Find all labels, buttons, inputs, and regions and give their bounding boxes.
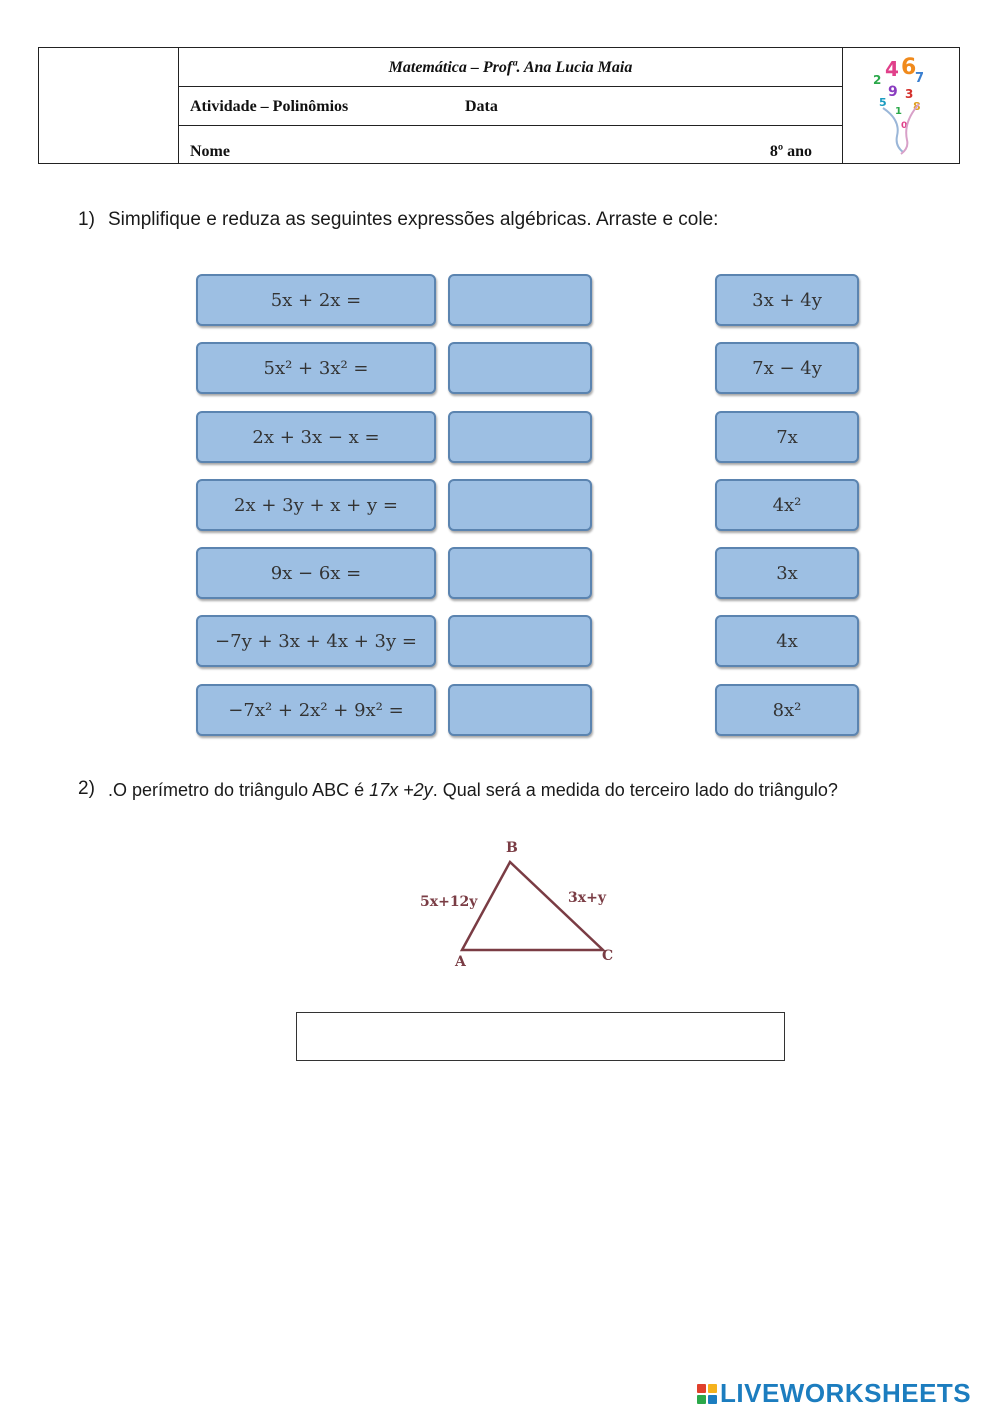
- question-2-number: 2): [78, 778, 95, 799]
- date-label: Data: [465, 98, 498, 115]
- liveworksheets-brand: [697, 1378, 971, 1409]
- answer-chip[interactable]: 7x − 4y: [715, 342, 859, 394]
- expression-card: −7y + 3x + 4x + 3y =: [196, 615, 436, 667]
- name-label: Nome: [190, 143, 230, 160]
- question-1-text: Simplifique e reduza as seguintes expressões algébricas. Arraste e cole:: [108, 209, 719, 230]
- drop-target[interactable]: [448, 342, 592, 394]
- svg-text:8: 8: [913, 100, 921, 113]
- answer-chip[interactable]: 3x + 4y: [715, 274, 859, 326]
- svg-text:9: 9: [888, 84, 898, 100]
- svg-text:0: 0: [901, 121, 908, 131]
- vertex-c-label: C: [602, 948, 614, 964]
- expression-card: 5x + 2x =: [196, 274, 436, 326]
- svg-text:7: 7: [915, 71, 925, 86]
- drop-target[interactable]: [448, 411, 592, 463]
- drop-target[interactable]: [448, 615, 592, 667]
- drop-target[interactable]: [448, 684, 592, 736]
- svg-text:6: 6: [901, 55, 917, 80]
- drop-target[interactable]: [448, 274, 592, 326]
- svg-text:5: 5: [879, 96, 887, 109]
- expression-card: 9x − 6x =: [196, 547, 436, 599]
- svg-text:4: 4: [885, 57, 899, 81]
- question-2-text-end: . Qual será a medida do terceiro lado do triângulo?: [432, 780, 838, 800]
- liveworksheets-logo-icon: [697, 1384, 717, 1404]
- question-2-perimeter: 17x +2y: [369, 780, 433, 800]
- answer-chip[interactable]: 4x: [715, 615, 859, 667]
- svg-text:2: 2: [873, 73, 882, 87]
- side-bc-label: 3x+y: [568, 890, 606, 906]
- side-ab-label: 5x+12y: [420, 894, 478, 910]
- vertex-a-label: A: [455, 954, 466, 970]
- question-2-text-start: .O perímetro do triângulo ABC é: [108, 780, 370, 800]
- answer-chip[interactable]: 7x: [715, 411, 859, 463]
- triangle-figure: [410, 832, 640, 972]
- answer-chip[interactable]: 4x²: [715, 479, 859, 531]
- drop-target[interactable]: [448, 479, 592, 531]
- answer-input[interactable]: [296, 1012, 785, 1061]
- header-table: [38, 47, 960, 164]
- expression-card: 2x + 3x − x =: [196, 411, 436, 463]
- activity-label: Atividade – Polinômios: [190, 98, 349, 115]
- expression-card: 5x² + 3x² =: [196, 342, 436, 394]
- grade-label: 8º ano: [769, 143, 812, 160]
- answer-chip[interactable]: 3x: [715, 547, 859, 599]
- drop-target[interactable]: [448, 547, 592, 599]
- numbers-swirl-icon: [843, 48, 958, 163]
- header-activity-row: [179, 87, 842, 126]
- svg-text:1: 1: [895, 106, 902, 117]
- header-title: Matemática – Profª. Ana Lucia Maia: [179, 48, 842, 87]
- header-name-row: [179, 126, 842, 165]
- triangle-abc: [462, 862, 603, 950]
- header-left-cell: [39, 48, 179, 163]
- header-logo-cell: [842, 48, 959, 163]
- brand-name: LIVEWORKSHEETS: [720, 1378, 972, 1408]
- question-1-number: 1): [78, 209, 95, 230]
- expression-card: −7x² + 2x² + 9x² =: [196, 684, 436, 736]
- expression-card: 2x + 3y + x + y =: [196, 479, 436, 531]
- svg-text:3: 3: [905, 87, 914, 101]
- question-2-text: [108, 780, 838, 801]
- vertex-b-label: B: [506, 840, 518, 856]
- answer-chip[interactable]: 8x²: [715, 684, 859, 736]
